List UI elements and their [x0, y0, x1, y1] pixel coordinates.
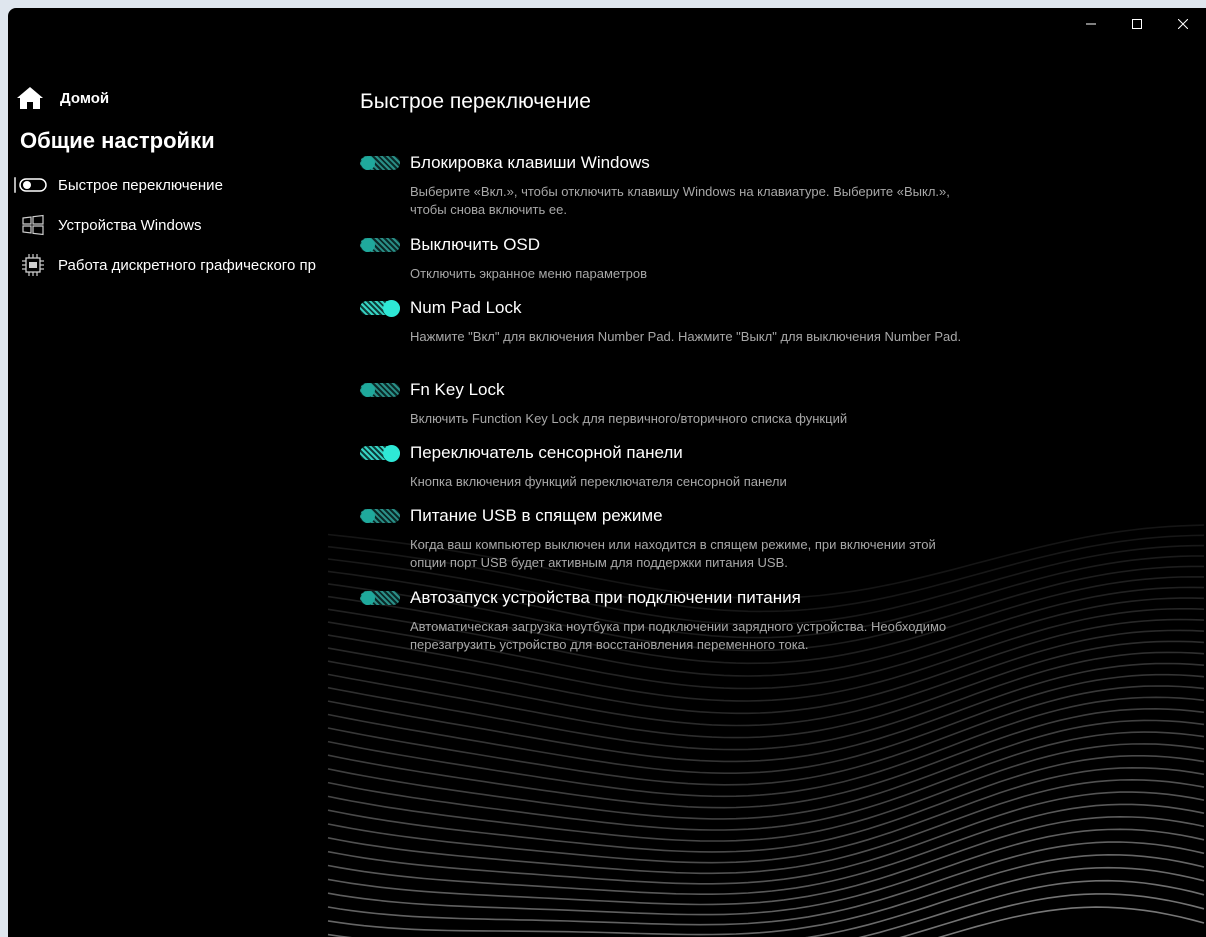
- setting-description: Кнопка включения функций переключателя сенсорной панели: [410, 474, 787, 489]
- wave-line: [328, 652, 1204, 749]
- wave-line: [328, 744, 1204, 841]
- wave-line: [328, 792, 1204, 884]
- setting-title: Переключатель сенсорной панели: [410, 443, 683, 462]
- sidebar-item-quick-switch[interactable]: [8, 170, 330, 200]
- setting-fn-key-lock: [360, 378, 960, 428]
- setting-title: Выключить OSD: [410, 235, 541, 254]
- setting-power-on-autostart: [360, 586, 960, 654]
- wave-line: [328, 817, 1204, 905]
- close-button[interactable]: [1160, 8, 1206, 40]
- wave-line: [328, 894, 1204, 937]
- windows-key-lock-toggle[interactable]: [360, 156, 400, 170]
- setting-num-pad-lock: [360, 296, 960, 346]
- wave-line: [328, 709, 1204, 808]
- setting-description: Отключить экранное меню параметров: [410, 266, 648, 281]
- section-title: Общие настройки: [20, 128, 215, 153]
- wave-line: [328, 686, 1204, 785]
- setting-disable-osd: [360, 233, 960, 283]
- wave-line: [328, 720, 1204, 819]
- wave-line: [328, 868, 1204, 937]
- fn-key-lock-toggle[interactable]: [360, 383, 400, 397]
- home-icon: [16, 86, 44, 110]
- wave-line: [328, 768, 1204, 863]
- setting-description: Выберите «Вкл.», чтобы отключить клавишу Windows на клавиатуре. Выберите «Выкл.», чтобы снова включить ее.: [410, 184, 950, 217]
- sidebar-item-label: Устройства Windows: [58, 216, 202, 234]
- wave-line: [328, 780, 1204, 874]
- setting-title: Блокировка клавиши Windows: [410, 153, 650, 172]
- wave-line: [328, 756, 1204, 852]
- wave-line: [328, 804, 1204, 894]
- windows-icon: [21, 214, 45, 236]
- app-window: [8, 8, 1206, 937]
- setting-description: Автоматическая загрузка ноутбука при подключении зарядного устройства. Необходимо перезагрузить устройство для восстановления переменного тока.: [410, 619, 947, 652]
- title-bar: [1068, 8, 1206, 40]
- wave-line: [328, 697, 1204, 796]
- setting-description: Включить Function Key Lock для первичного/вторичного списка функций: [410, 411, 848, 426]
- maximize-icon: [1132, 19, 1142, 29]
- sidebar-item-windows-devices[interactable]: [8, 210, 330, 240]
- wave-line: [328, 881, 1204, 937]
- setting-usb-sleep-power: [360, 504, 960, 572]
- sidebar-item-label: Работа дискретного графического пр: [58, 256, 316, 274]
- setting-title: Автозапуск устройства при подключении питания: [410, 588, 801, 607]
- toggle-icon: [19, 178, 47, 192]
- home-button[interactable]: [16, 86, 109, 110]
- close-icon: [1178, 19, 1188, 29]
- setting-title: Num Pad Lock: [410, 298, 522, 317]
- wave-line: [328, 907, 1204, 937]
- touchpad-switch-toggle[interactable]: [360, 446, 400, 460]
- sidebar-item-label: Быстрое переключение: [58, 176, 223, 194]
- selected-indicator: [14, 177, 16, 193]
- gpu-chip-icon: [21, 253, 45, 277]
- sidebar: [8, 8, 330, 937]
- sidebar-item-discrete-gpu[interactable]: [8, 250, 330, 280]
- maximize-button[interactable]: [1114, 8, 1160, 40]
- wave-line: [328, 842, 1204, 925]
- setting-description: Когда ваш компьютер выключен или находится в спящем режиме, при включении этой опции порт USB будет активным для поддержки питания USB.: [410, 537, 936, 570]
- home-label: Домой: [60, 89, 110, 107]
- wave-line: [328, 664, 1204, 762]
- page-title: Быстрое переключение: [360, 90, 591, 113]
- num-pad-lock-toggle[interactable]: [360, 301, 400, 315]
- power-on-autostart-toggle[interactable]: [360, 591, 400, 605]
- minimize-button[interactable]: [1068, 8, 1114, 40]
- wave-line: [328, 855, 1204, 935]
- wave-line: [328, 675, 1204, 774]
- setting-touchpad-switch: [360, 441, 960, 491]
- setting-title: Питание USB в спящем режиме: [410, 506, 663, 525]
- usb-sleep-power-toggle[interactable]: [360, 509, 400, 523]
- disable-osd-toggle[interactable]: [360, 238, 400, 252]
- wave-line: [328, 641, 1204, 737]
- wave-line: [328, 732, 1204, 830]
- wave-line: [328, 829, 1204, 914]
- minimize-icon: [1086, 19, 1096, 29]
- setting-title: Fn Key Lock: [410, 380, 505, 399]
- setting-windows-key-lock: [360, 151, 960, 219]
- setting-description: Нажмите "Вкл" для включения Number Pad. Нажмите "Выкл" для выключения Number Pad.: [410, 329, 962, 344]
